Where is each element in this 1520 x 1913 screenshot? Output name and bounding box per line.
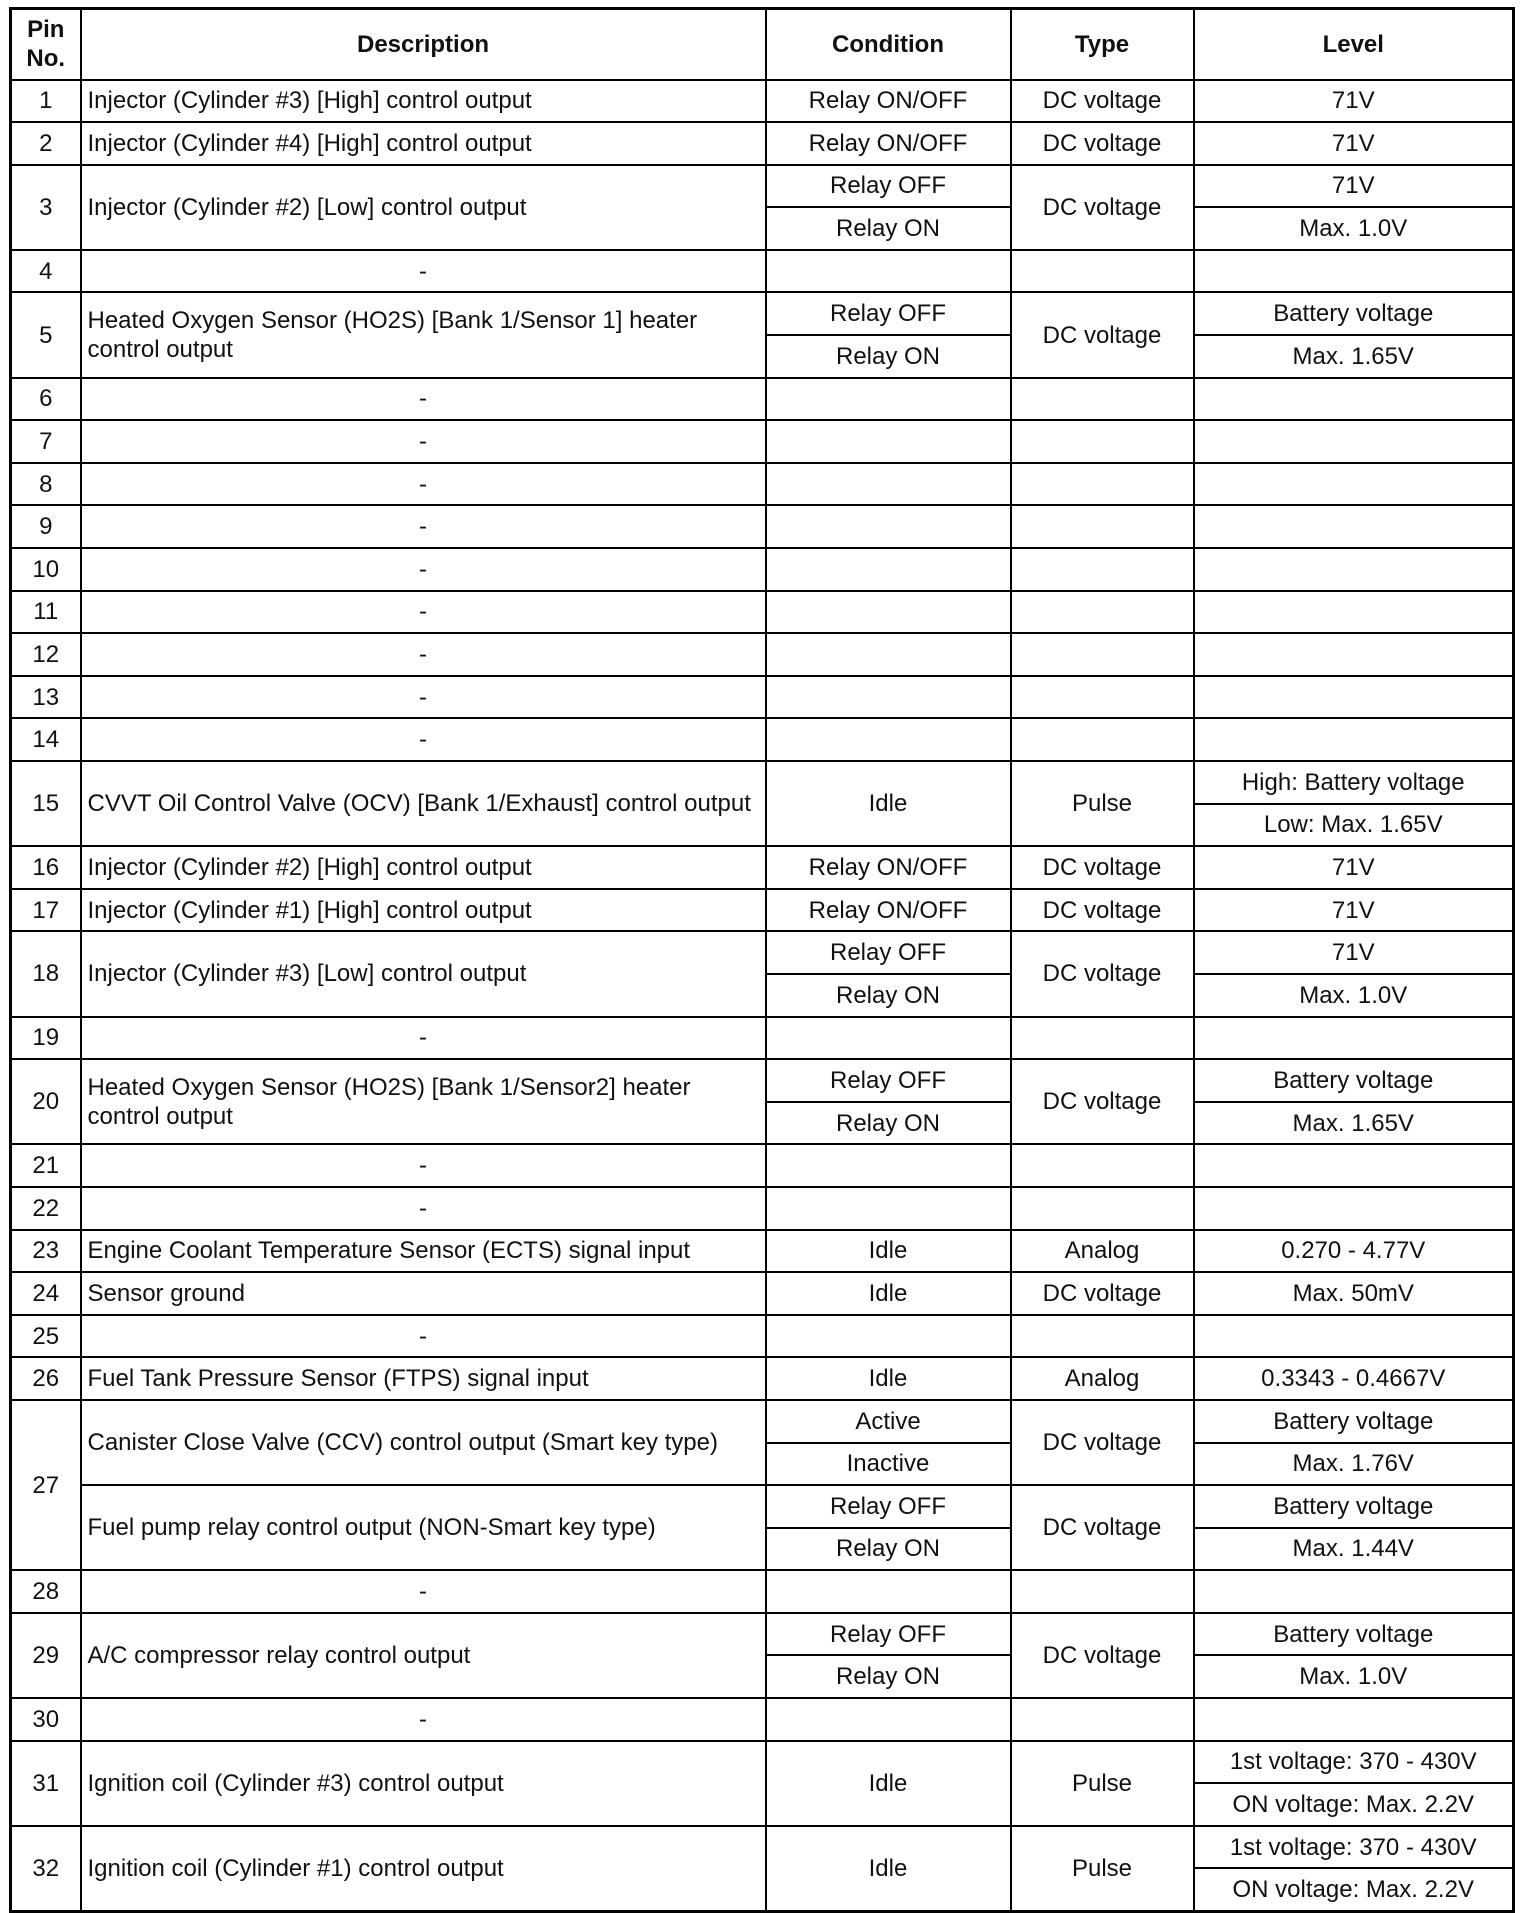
header-type: Type xyxy=(1011,9,1194,80)
pin-type: DC voltage xyxy=(1011,80,1194,123)
table-row xyxy=(11,1400,1514,1443)
pin-condition: Relay ON xyxy=(766,1528,1011,1571)
pin-type: DC voltage xyxy=(1011,1272,1194,1315)
pin-number: 10 xyxy=(11,548,81,591)
pin-description: Injector (Cylinder #1) [High] control output xyxy=(81,889,766,932)
pin-type xyxy=(1011,1698,1194,1741)
pin-type: DC voltage xyxy=(1011,292,1194,377)
pin-level xyxy=(1194,250,1514,293)
table-row xyxy=(11,1017,1514,1060)
pin-description: Heated Oxygen Sensor (HO2S) [Bank 1/Sensor2] heater control output xyxy=(81,1059,766,1144)
pin-type: DC voltage xyxy=(1011,889,1194,932)
pin-condition xyxy=(766,676,1011,719)
pin-level: 71V xyxy=(1194,122,1514,165)
pin-number: 4 xyxy=(11,250,81,293)
table-row xyxy=(11,292,1514,335)
pin-condition: Idle xyxy=(766,1741,1011,1826)
pin-type xyxy=(1011,420,1194,463)
table-row xyxy=(11,718,1514,761)
pin-type xyxy=(1011,1144,1194,1187)
table-row xyxy=(11,548,1514,591)
pin-number: 21 xyxy=(11,1144,81,1187)
pin-condition: Idle xyxy=(766,761,1011,846)
pin-condition xyxy=(766,633,1011,676)
pin-type xyxy=(1011,548,1194,591)
pin-description: A/C compressor relay control output xyxy=(81,1613,766,1698)
pin-number: 27 xyxy=(11,1400,81,1570)
pin-level: 71V xyxy=(1194,846,1514,889)
table-row xyxy=(11,931,1514,974)
pin-type: DC voltage xyxy=(1011,1613,1194,1698)
pin-condition xyxy=(766,1698,1011,1741)
table-row xyxy=(11,591,1514,634)
pin-condition xyxy=(766,548,1011,591)
header-pin: Pin No. xyxy=(11,9,81,80)
pin-type xyxy=(1011,718,1194,761)
pin-condition: Inactive xyxy=(766,1443,1011,1486)
pin-description: Engine Coolant Temperature Sensor (ECTS) signal input xyxy=(81,1230,766,1273)
pin-condition xyxy=(766,463,1011,506)
pin-description: - xyxy=(81,250,766,293)
pin-level xyxy=(1194,1315,1514,1358)
pin-level: ON voltage: Max. 2.2V xyxy=(1194,1783,1514,1826)
pin-level: Battery voltage xyxy=(1194,1400,1514,1443)
table-row xyxy=(11,420,1514,463)
pin-description: Injector (Cylinder #3) [Low] control output xyxy=(81,931,766,1016)
pin-level xyxy=(1194,463,1514,506)
table-row xyxy=(11,1059,1514,1102)
pin-condition: Relay ON/OFF xyxy=(766,80,1011,123)
pin-level xyxy=(1194,1698,1514,1741)
pin-condition: Idle xyxy=(766,1272,1011,1315)
pin-condition xyxy=(766,591,1011,634)
pin-description: Sensor ground xyxy=(81,1272,766,1315)
pin-description: - xyxy=(81,591,766,634)
pin-level: Max. 1.65V xyxy=(1194,335,1514,378)
pin-description: Injector (Cylinder #2) [Low] control output xyxy=(81,165,766,250)
table-row xyxy=(11,1144,1514,1187)
table-row xyxy=(11,378,1514,421)
pin-number: 5 xyxy=(11,292,81,377)
pin-level: Max. 1.65V xyxy=(1194,1102,1514,1145)
pin-level: Battery voltage xyxy=(1194,1613,1514,1656)
pin-type: DC voltage xyxy=(1011,165,1194,250)
pin-level: 71V xyxy=(1194,165,1514,208)
pin-condition: Relay OFF xyxy=(766,1485,1011,1528)
pin-type: Pulse xyxy=(1011,761,1194,846)
table-row xyxy=(11,505,1514,548)
pin-condition xyxy=(766,250,1011,293)
pin-level: Battery voltage xyxy=(1194,1059,1514,1102)
pin-condition: Active xyxy=(766,1400,1011,1443)
pin-condition xyxy=(766,1017,1011,1060)
pin-number: 15 xyxy=(11,761,81,846)
pin-type xyxy=(1011,1187,1194,1230)
pin-number: 32 xyxy=(11,1826,81,1911)
pin-level: High: Battery voltage xyxy=(1194,761,1514,804)
pin-number: 28 xyxy=(11,1570,81,1613)
table-row xyxy=(11,1357,1514,1400)
pin-description: Ignition coil (Cylinder #1) control output xyxy=(81,1826,766,1911)
pin-level xyxy=(1194,378,1514,421)
table-row xyxy=(11,122,1514,165)
pin-type: DC voltage xyxy=(1011,846,1194,889)
pin-condition: Relay ON/OFF xyxy=(766,889,1011,932)
pin-number: 24 xyxy=(11,1272,81,1315)
table-row xyxy=(11,1570,1514,1613)
pin-description: - xyxy=(81,378,766,421)
pin-level xyxy=(1194,718,1514,761)
pin-level: Battery voltage xyxy=(1194,292,1514,335)
table-row xyxy=(11,846,1514,889)
pin-description: - xyxy=(81,420,766,463)
table-row xyxy=(11,1187,1514,1230)
pin-number: 6 xyxy=(11,378,81,421)
pin-description: - xyxy=(81,1187,766,1230)
pin-description: - xyxy=(81,633,766,676)
table-row xyxy=(11,1698,1514,1741)
pin-condition: Idle xyxy=(766,1357,1011,1400)
pin-description: CVVT Oil Control Valve (OCV) [Bank 1/Exhaust] control output xyxy=(81,761,766,846)
pin-type: Pulse xyxy=(1011,1826,1194,1911)
pin-level xyxy=(1194,1570,1514,1613)
pin-level: Battery voltage xyxy=(1194,1485,1514,1528)
pin-description: - xyxy=(81,1017,766,1060)
pin-type xyxy=(1011,1017,1194,1060)
pin-description: - xyxy=(81,1698,766,1741)
pin-level: Max. 1.0V xyxy=(1194,207,1514,250)
pin-level xyxy=(1194,591,1514,634)
pin-level: Max. 1.44V xyxy=(1194,1528,1514,1571)
pin-condition: Relay ON xyxy=(766,974,1011,1017)
pin-number: 16 xyxy=(11,846,81,889)
pin-description: Canister Close Valve (CCV) control output (Smart key type) xyxy=(81,1400,766,1485)
pin-description: - xyxy=(81,548,766,591)
pin-type xyxy=(1011,505,1194,548)
pin-table xyxy=(9,7,1515,1913)
header-description: Description xyxy=(81,9,766,80)
pin-level: ON voltage: Max. 2.2V xyxy=(1194,1868,1514,1911)
pin-number: 20 xyxy=(11,1059,81,1144)
pin-condition: Relay ON/OFF xyxy=(766,122,1011,165)
pin-description: Heated Oxygen Sensor (HO2S) [Bank 1/Sensor 1] heater control output xyxy=(81,292,766,377)
pin-number: 8 xyxy=(11,463,81,506)
header-row xyxy=(11,9,1514,80)
pin-number: 26 xyxy=(11,1357,81,1400)
pin-type: DC voltage xyxy=(1011,122,1194,165)
pin-condition: Relay ON xyxy=(766,1655,1011,1698)
pin-condition: Relay OFF xyxy=(766,165,1011,208)
pin-level xyxy=(1194,548,1514,591)
pin-level: Max. 1.0V xyxy=(1194,974,1514,1017)
pin-condition: Relay OFF xyxy=(766,292,1011,335)
pin-level: Max. 50mV xyxy=(1194,1272,1514,1315)
pin-number: 3 xyxy=(11,165,81,250)
pin-condition: Relay OFF xyxy=(766,1613,1011,1656)
pin-level: 71V xyxy=(1194,931,1514,974)
pin-description: Injector (Cylinder #3) [High] control output xyxy=(81,80,766,123)
pin-number: 30 xyxy=(11,1698,81,1741)
pin-number: 25 xyxy=(11,1315,81,1358)
pin-number: 14 xyxy=(11,718,81,761)
pin-type xyxy=(1011,1315,1194,1358)
pin-description: - xyxy=(81,505,766,548)
pin-condition xyxy=(766,1187,1011,1230)
table-row xyxy=(11,165,1514,208)
pin-number: 29 xyxy=(11,1613,81,1698)
pin-number: 19 xyxy=(11,1017,81,1060)
pin-level: 0.270 - 4.77V xyxy=(1194,1230,1514,1273)
pin-type xyxy=(1011,1570,1194,1613)
table-row xyxy=(11,1613,1514,1656)
pin-level: 0.3343 - 0.4667V xyxy=(1194,1357,1514,1400)
pin-level xyxy=(1194,676,1514,719)
pin-type: Pulse xyxy=(1011,1741,1194,1826)
pin-type xyxy=(1011,633,1194,676)
pin-condition xyxy=(766,1144,1011,1187)
pin-level xyxy=(1194,505,1514,548)
pin-description: Fuel pump relay control output (NON-Smart key type) xyxy=(81,1485,766,1570)
pin-condition xyxy=(766,378,1011,421)
table-row xyxy=(11,761,1514,804)
table-row xyxy=(11,1230,1514,1273)
pin-type: DC voltage xyxy=(1011,1059,1194,1144)
pin-condition xyxy=(766,420,1011,463)
pin-level: Max. 1.0V xyxy=(1194,1655,1514,1698)
pin-number: 7 xyxy=(11,420,81,463)
pin-number: 17 xyxy=(11,889,81,932)
pin-type: DC voltage xyxy=(1011,1485,1194,1570)
pin-condition xyxy=(766,718,1011,761)
table-row xyxy=(11,1741,1514,1784)
pin-description: - xyxy=(81,1570,766,1613)
table-row xyxy=(11,633,1514,676)
table-row xyxy=(11,1826,1514,1869)
pin-table-body xyxy=(11,80,1514,1912)
pin-type: Analog xyxy=(1011,1357,1194,1400)
header-level: Level xyxy=(1194,9,1514,80)
pin-level: 71V xyxy=(1194,889,1514,932)
pin-condition: Idle xyxy=(766,1826,1011,1911)
pin-condition xyxy=(766,505,1011,548)
pin-type xyxy=(1011,591,1194,634)
pin-number: 12 xyxy=(11,633,81,676)
pin-condition: Relay ON/OFF xyxy=(766,846,1011,889)
pin-number: 18 xyxy=(11,931,81,1016)
pin-condition xyxy=(766,1315,1011,1358)
table-row xyxy=(11,463,1514,506)
table-row xyxy=(11,80,1514,123)
pin-type: DC voltage xyxy=(1011,931,1194,1016)
pin-number: 22 xyxy=(11,1187,81,1230)
pin-condition: Relay OFF xyxy=(766,1059,1011,1102)
pin-type xyxy=(1011,378,1194,421)
pin-level xyxy=(1194,1187,1514,1230)
table-row xyxy=(11,1485,1514,1528)
pin-level: Low: Max. 1.65V xyxy=(1194,804,1514,847)
header-condition: Condition xyxy=(766,9,1011,80)
pin-condition: Relay ON xyxy=(766,1102,1011,1145)
pin-number: 1 xyxy=(11,80,81,123)
pin-condition: Relay ON xyxy=(766,335,1011,378)
pin-number: 9 xyxy=(11,505,81,548)
pin-description: Injector (Cylinder #4) [High] control output xyxy=(81,122,766,165)
pin-type xyxy=(1011,250,1194,293)
table-row xyxy=(11,889,1514,932)
pin-number: 23 xyxy=(11,1230,81,1273)
pin-description: Injector (Cylinder #2) [High] control output xyxy=(81,846,766,889)
pin-description: - xyxy=(81,463,766,506)
pin-description: - xyxy=(81,1315,766,1358)
pin-description: - xyxy=(81,1144,766,1187)
pin-condition xyxy=(766,1570,1011,1613)
pin-description: Ignition coil (Cylinder #3) control output xyxy=(81,1741,766,1826)
pin-condition: Idle xyxy=(766,1230,1011,1273)
pin-number: 13 xyxy=(11,676,81,719)
table-row xyxy=(11,1315,1514,1358)
pin-number: 2 xyxy=(11,122,81,165)
pin-condition: Relay ON xyxy=(766,207,1011,250)
pin-condition: Relay OFF xyxy=(766,931,1011,974)
pin-level xyxy=(1194,420,1514,463)
pin-level: 1st voltage: 370 - 430V xyxy=(1194,1741,1514,1784)
pin-description: Fuel Tank Pressure Sensor (FTPS) signal input xyxy=(81,1357,766,1400)
pin-description: - xyxy=(81,718,766,761)
pin-level xyxy=(1194,1144,1514,1187)
pin-description: - xyxy=(81,676,766,719)
pin-number: 11 xyxy=(11,591,81,634)
pin-type xyxy=(1011,676,1194,719)
pin-type xyxy=(1011,463,1194,506)
table-row xyxy=(11,1272,1514,1315)
pin-level xyxy=(1194,1017,1514,1060)
pin-type: Analog xyxy=(1011,1230,1194,1273)
table-row xyxy=(11,250,1514,293)
pin-level: Max. 1.76V xyxy=(1194,1443,1514,1486)
pin-number: 31 xyxy=(11,1741,81,1826)
pin-level: 71V xyxy=(1194,80,1514,123)
pin-type: DC voltage xyxy=(1011,1400,1194,1485)
pin-level: 1st voltage: 370 - 430V xyxy=(1194,1826,1514,1869)
pin-level xyxy=(1194,633,1514,676)
table-row xyxy=(11,676,1514,719)
